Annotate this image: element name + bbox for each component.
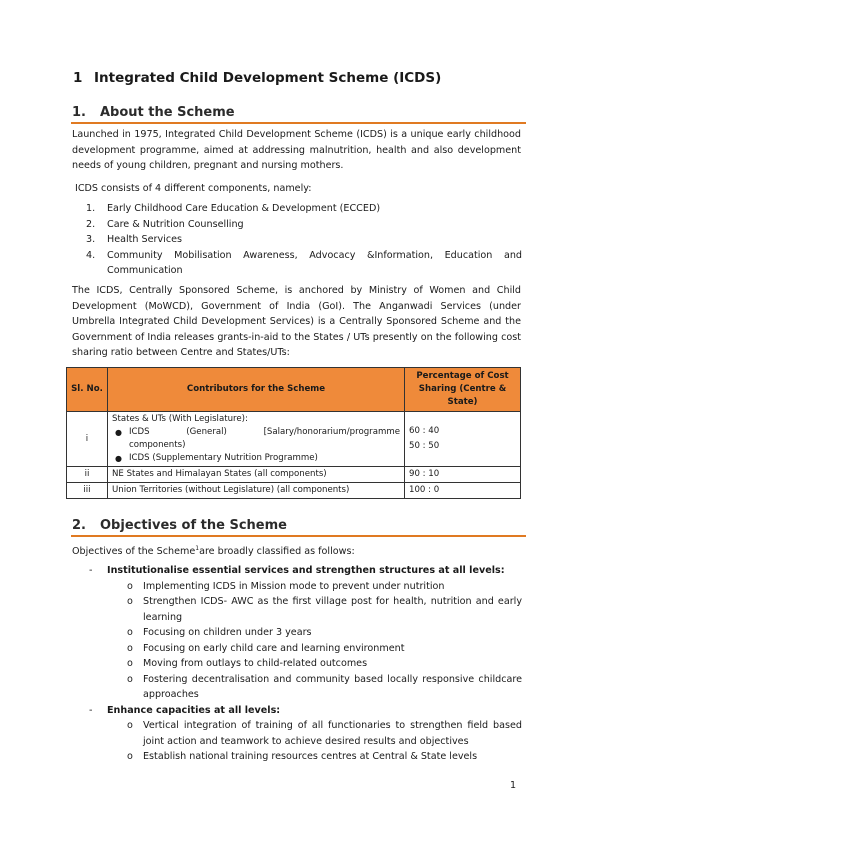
row3-percentage: 100 : 0 (405, 483, 521, 499)
component-item: 4. Community Mobilisation Awareness, Advocacy &Information, Education and Communication (86, 249, 522, 276)
header-sl-no: Sl. No. (67, 368, 108, 412)
bullet-dot-icon: ● (115, 454, 122, 463)
row2-percentage: 90 : 10 (405, 467, 521, 483)
circle-bullet-icon: o (127, 673, 133, 685)
list-item: o Implementing ICDS in Mission mode to prevent under nutrition (72, 579, 522, 595)
section2-heading (72, 518, 287, 533)
about-intro-paragraph: Launched in 1975, Integrated Child Development Scheme (ICDS) is a unique early childhood development programme, aimed at addressing malnutrition, health and also development needs of young children, pregnant and nursing mothers. (72, 129, 521, 171)
section1-rule (71, 122, 526, 124)
section1-title: About the Scheme (100, 105, 235, 120)
title-number: 1 (73, 70, 83, 86)
table-row (67, 412, 521, 467)
circle-bullet-icon: o (127, 642, 133, 654)
objectives-intro: Objectives of the Scheme$^1$are broadly classified as follows: (72, 545, 355, 557)
table-header-row (67, 368, 521, 412)
page-number: 1 (510, 780, 517, 791)
circle-bullet-icon: o (127, 596, 133, 607)
component-item: 1. Early Childhood Care Education & Development (ECCED) (86, 203, 381, 214)
components-list (72, 201, 522, 279)
circle-bullet-icon: o (127, 751, 133, 762)
row1-bullet-general: ● ICDS (General) [Salary/honorarium/programme components) (115, 427, 400, 450)
objective-group-institutionalise: - Institutionalise essential services and strengthen structures at all levels: (89, 565, 505, 576)
table-row (67, 467, 521, 483)
table-row (67, 483, 521, 499)
section2-title: Objectives of the Scheme (100, 518, 287, 533)
section1-number: 1. (72, 105, 86, 120)
row1-bullet-snp: ● ICDS (Supplementary Nutrition Programme) (115, 453, 318, 463)
list-item: o Moving from outlays to child-related outcomes (72, 656, 522, 672)
component-item: 3. Health Services (86, 234, 183, 245)
circle-bullet-icon: o (127, 580, 133, 592)
objective-group-capacities: - Enhance capacities at all levels: (89, 704, 281, 716)
row1-sl: i (67, 412, 108, 467)
section2-number: 2. (72, 518, 86, 533)
components-intro: ICDS consists of 4 different components, namely: (75, 183, 312, 194)
list-item: o Focusing on early child care and learning environment (72, 641, 522, 657)
document-title (73, 70, 441, 86)
list-item: o Focusing on children under 3 years (72, 625, 522, 641)
list-item: o Strengthen ICDS- AWC as the first village post for health, nutrition and early learning (127, 596, 522, 623)
component-item: 2. Care & Nutrition Counselling (86, 218, 244, 230)
list-item: o Fostering decentralisation and community based locally responsive childcare approaches (127, 673, 522, 700)
circle-bullet-icon: o (127, 720, 133, 731)
circle-bullet-icon: o (127, 658, 133, 669)
row3-sl: iii (67, 483, 108, 499)
bullet-dot-icon: ● (115, 428, 122, 437)
list-item: o Establish national training resources centres at Central & State levels (72, 749, 522, 765)
header-contributors: Contributors for the Scheme (108, 368, 405, 412)
funding-paragraph: The ICDS, Centrally Sponsored Scheme, is anchored by Ministry of Women and Child Development (MoWCD), Government of India (GoI). The Anganwadi Services (under Umbrella Integrated Child Development Services) is a Centrally Sponsored Scheme and the Government of India releases grants-in-aid to the States / UTs presently on the following cost sharing ratio between Centre and States/UTs: (72, 285, 521, 358)
header-percentage: Percentage of Cost Sharing (Centre & State) (405, 368, 521, 412)
list-item: o Vertical integration of training of all functionaries to strengthen field based joint action and teamwork to achieve desired results and objectives (127, 720, 522, 747)
row2-contributors: NE States and Himalayan States (all components) (108, 467, 405, 483)
title-text: Integrated Child Development Scheme (ICDS) (94, 70, 442, 86)
row1-group-label: States & UTs (With Legislature): (112, 414, 248, 424)
cost-sharing-table (66, 367, 521, 499)
footnote-marker[interactable]: 1 (195, 545, 200, 552)
section1-heading (72, 105, 235, 120)
row3-contributors: Union Territories (without Legislature) (all components) (108, 483, 405, 499)
row2-sl: ii (67, 467, 108, 483)
section2-rule (71, 535, 526, 537)
row1-contributors (108, 412, 405, 467)
circle-bullet-icon: o (127, 627, 133, 638)
row1-percentage: 60 : 40 50 : 50 (405, 412, 521, 467)
objectives-list (72, 563, 522, 765)
